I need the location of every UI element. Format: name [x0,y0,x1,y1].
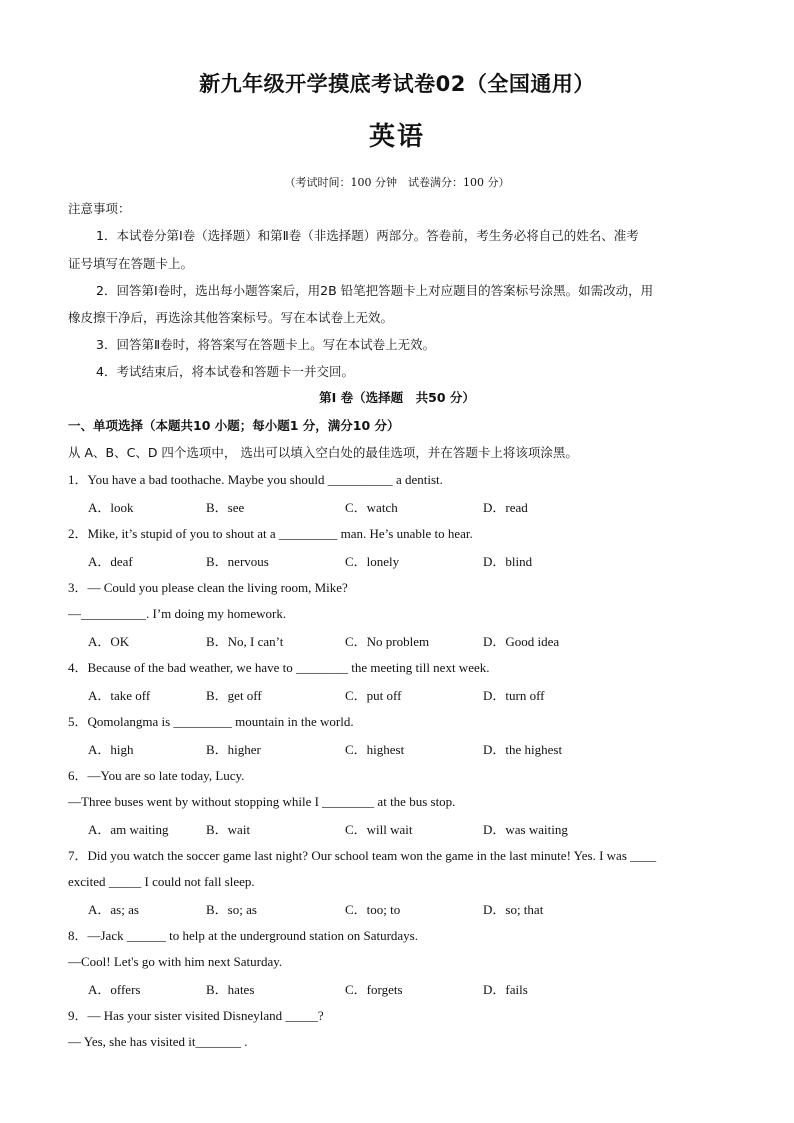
note-1-line-1: 1．本试卷分第Ⅰ卷（选择题）和第Ⅱ卷（非选择题）两部分。答卷前，考生务必将自己的姓名、准考 [96,228,639,243]
question-6-option-d: D．was waiting [483,822,568,837]
question-2-option-b: B．nervous [206,554,269,569]
note-1-line-2: 证号填写在答题卡上。 [68,256,194,271]
question-4-option-a: A．take off [88,688,151,703]
question-3-option-d: D．Good idea [483,634,560,649]
note-2-line-2: 橡皮擦干净后，再选涂其他答案标号。写在本试卷上无效。 [68,310,394,325]
question-3-option-c: C．No problem [345,634,430,649]
question-8-option-c: C．forgets [345,982,403,997]
question-2-option-c: C．lonely [345,554,400,569]
question-5-option-a: A．high [88,742,134,757]
question-7-option-c: C．too; to [345,902,401,917]
question-8-option-b: B．hates [206,982,255,997]
part-heading: 一、单项选择（本题共10 小题；每小题1 分，满分10 分） [68,418,400,433]
question-6-option-a: A．am waiting [88,822,169,837]
question-8-option-a: A．offers [88,982,141,997]
note-3: 3．回答第Ⅱ卷时，将答案写在答题卡上。写在本试卷上无效。 [96,337,436,352]
question-4-line-1: 4．Because of the bad weather, we have to ________ the meeting till next week. [68,660,490,675]
question-1-line-1: 1．You have a bad toothache. Maybe you should __________ a dentist. [68,472,443,487]
question-7-line-1: 7．Did you watch the soccer game last night? Our school team won the game in the last minute! Yes. I was ____ [68,848,657,863]
question-4-option-c: C．put off [345,688,402,703]
question-2-option-a: A．deaf [88,554,133,569]
question-1-option-d: D．read [483,500,528,515]
exam-info: （考试时间：100 分钟 试卷满分：100 分） [284,176,510,189]
question-4-option-d: D．turn off [483,688,545,703]
question-6-option-b: B．wait [206,822,251,837]
subject-title: 英语 [368,122,425,152]
question-7-option-b: B．so; as [206,902,257,917]
question-7-option-d: D．so; that [483,902,544,917]
question-7-line-2: excited _____ I could not fall sleep. [68,874,255,889]
question-8-line-2: —Cool! Let's go with him next Saturday. [68,954,283,969]
question-6-line-1: 6．—You are so late today, Lucy. [68,768,245,783]
notes-heading: 注意事项： [68,201,131,216]
question-9-line-2: — Yes, she has visited it_______ . [68,1034,248,1049]
note-2-line-1: 2．回答第Ⅰ卷时，选出每小题答案后，用2B 铅笔把答题卡上对应题目的答案标号涂黑。如需改动，用 [96,283,654,298]
question-6-option-c: C．will wait [345,822,413,837]
question-9-line-1: 9．— Has your sister visited Disneyland _____? [68,1008,324,1023]
note-4: 4．考试结束后，将本试卷和答题卡一并交回。 [96,364,354,379]
question-5-option-d: D．the highest [483,742,563,757]
exam-title: 新九年级开学摸底考试卷02（全国通用） [199,72,595,96]
question-6-line-2: —Three buses went by without stopping while I ________ at the bus stop. [68,794,456,809]
question-3-line-1: 3．— Could you please clean the living room, Mike? [68,580,348,595]
question-1-option-c: C．watch [345,500,398,515]
question-5-option-c: C．highest [345,742,405,757]
question-5-option-b: B．higher [206,742,261,757]
question-2-option-d: D．blind [483,554,533,569]
question-1-option-b: B．see [206,500,245,515]
question-3-line-2: —__________. I’m doing my homework. [68,606,287,621]
question-4-option-b: B．get off [206,688,262,703]
section-title: 第I 卷（选择题 共50 分） [319,390,475,405]
question-2-line-1: 2．Mike, it’s stupid of you to shout at a _________ man. He’s unable to hear. [68,526,473,541]
question-5-line-1: 5．Qomolangma is _________ mountain in the world. [68,714,354,729]
question-7-option-a: A．as; as [88,902,139,917]
question-1-option-a: A．look [88,500,134,515]
part-instruction: 从 A、B、C、D 四个选项中， 选出可以填入空白处的最佳选项，并在答题卡上将该项涂黑。 [68,445,578,460]
question-8-line-1: 8．—Jack ______ to help at the underground station on Saturdays. [68,928,418,943]
question-3-option-a: A．OK [88,634,130,649]
question-8-option-d: D．fails [483,982,528,997]
question-3-option-b: B．No, I can’t [206,634,284,649]
